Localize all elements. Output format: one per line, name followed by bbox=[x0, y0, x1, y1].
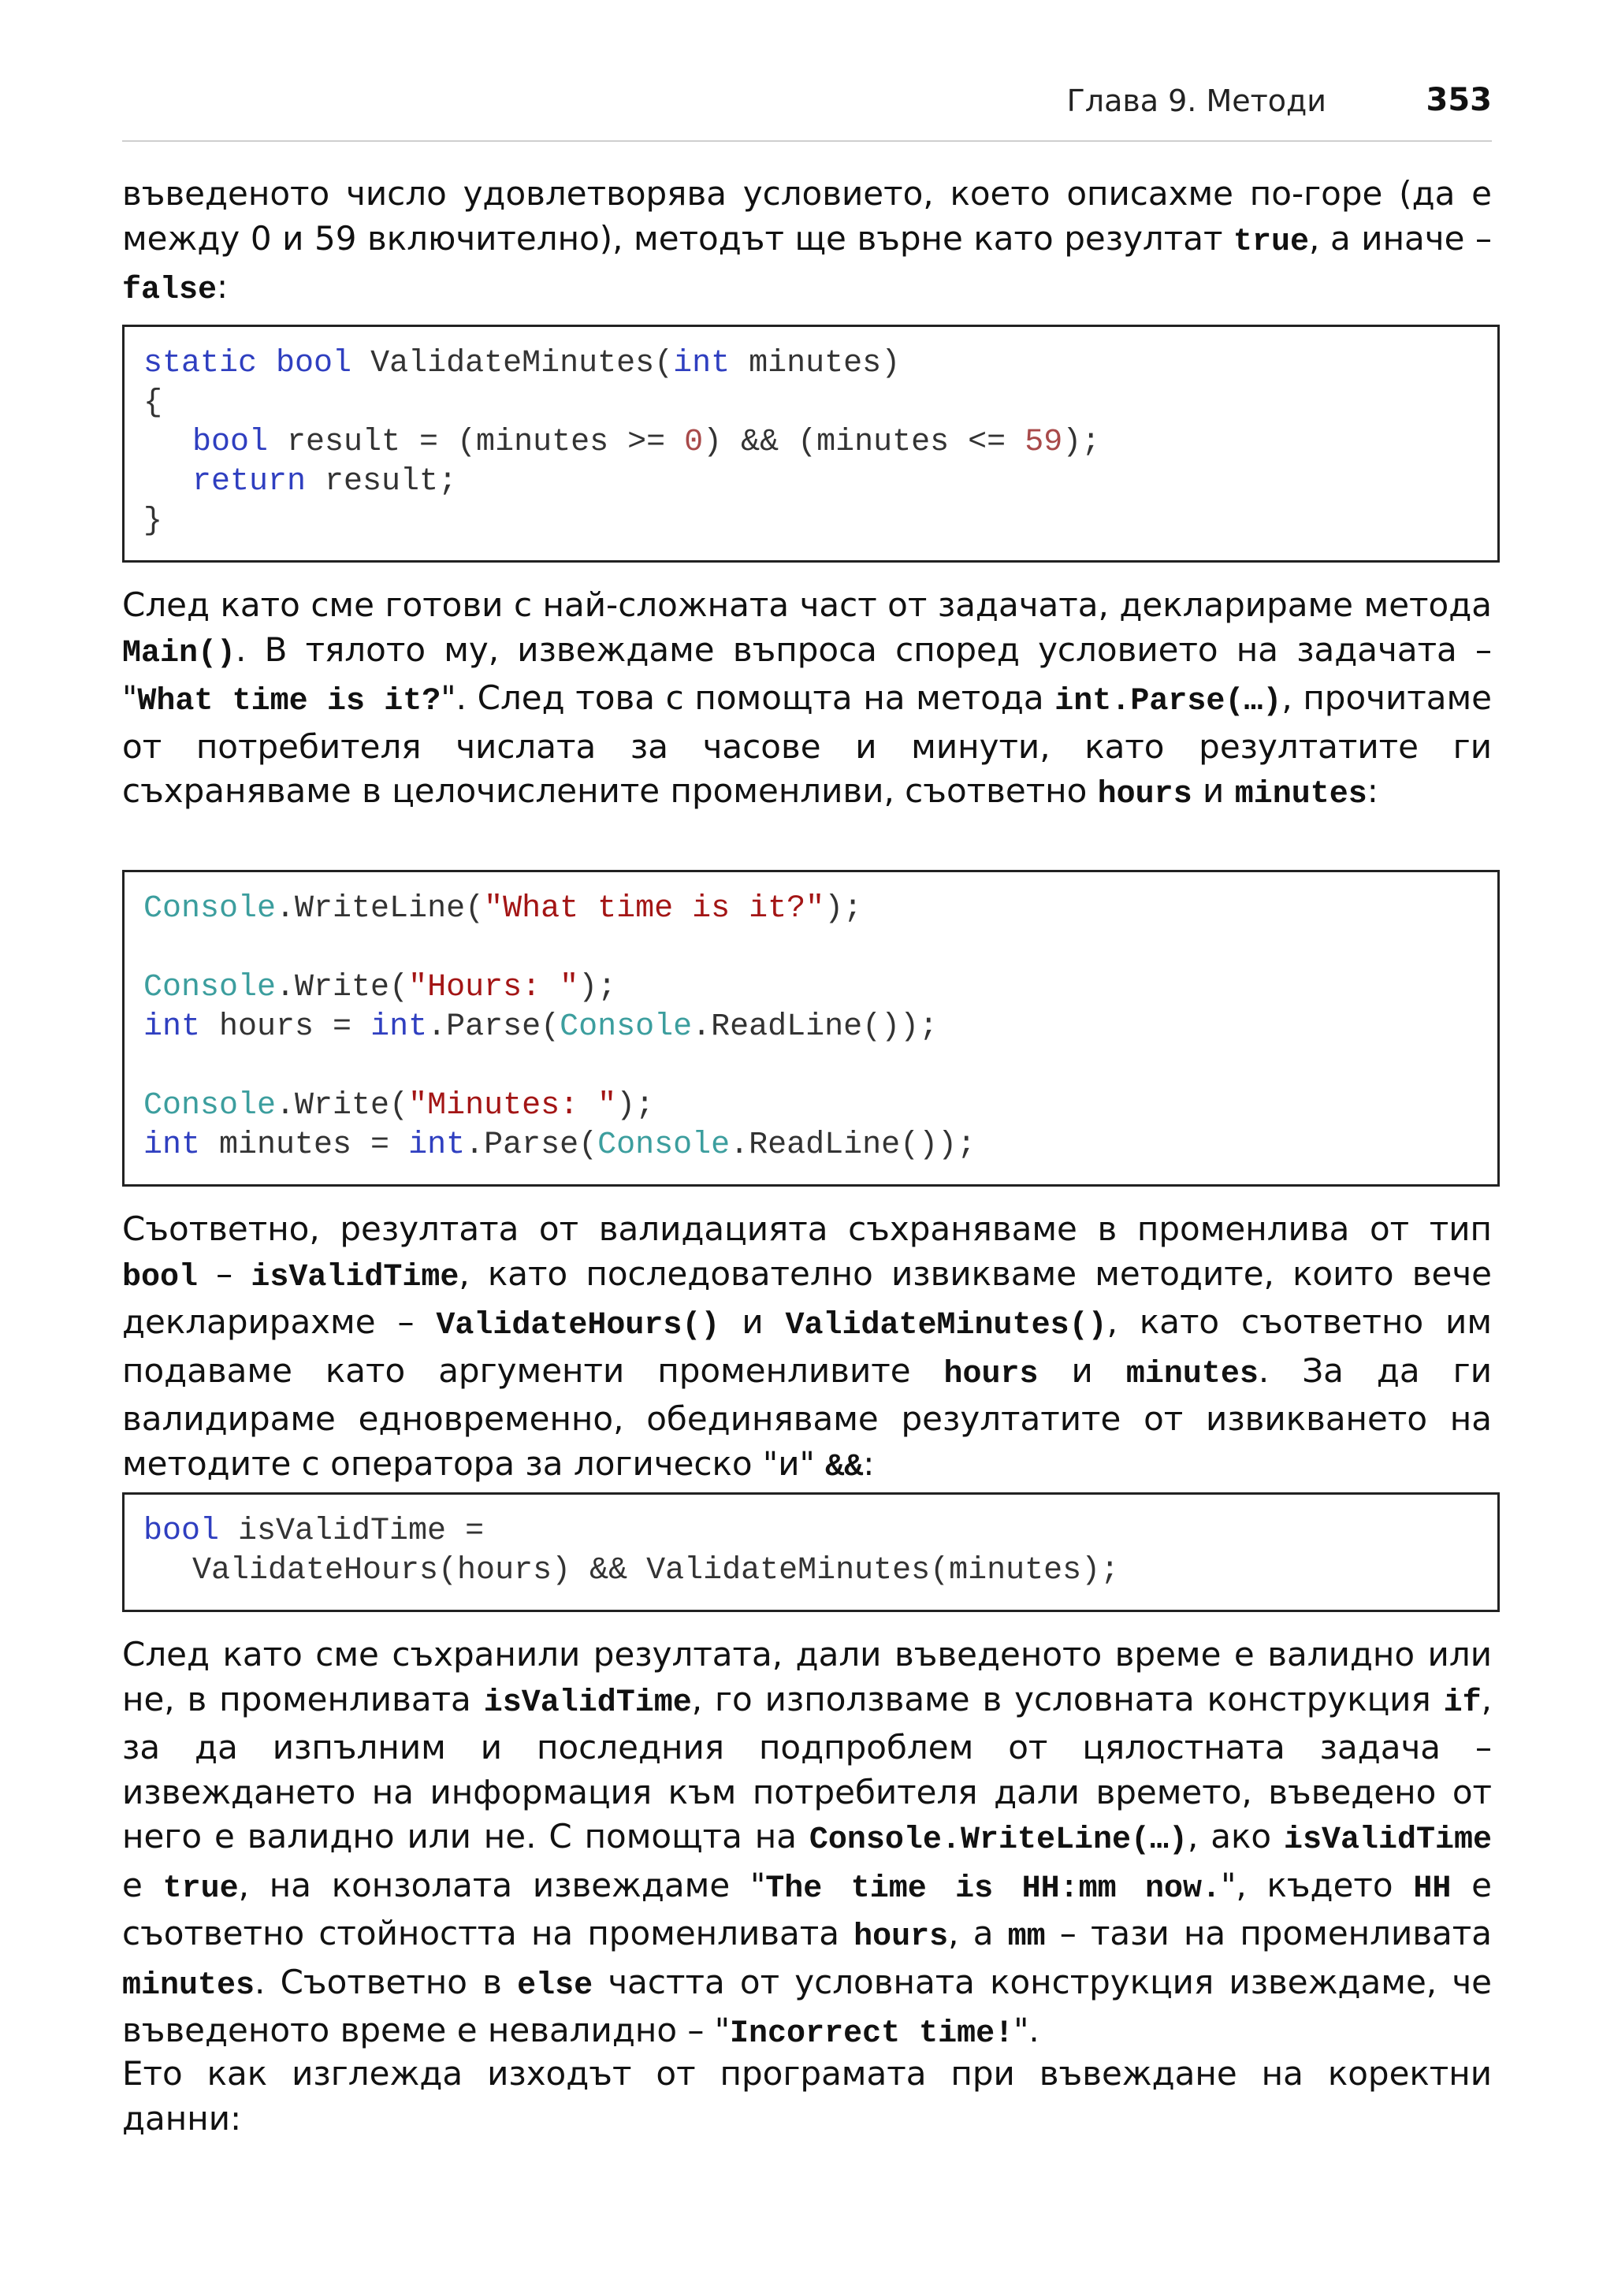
code-text: ); bbox=[824, 891, 863, 927]
inline-code: else bbox=[517, 1967, 593, 2004]
text: , прочитаме от потребителя числата за часове и минути, като резултатите ги съхраняваме в целочислените променливи, съответно bbox=[122, 678, 1493, 810]
inline-code: true bbox=[1233, 224, 1310, 260]
text: въведеното число удовлетворява условието, което описахме по-горе (да е между 0 и 59 включително), методът ще върне като резултат bbox=[122, 174, 1492, 258]
text: : bbox=[217, 267, 229, 306]
paragraph-3 bbox=[122, 1207, 1492, 1490]
code-line bbox=[143, 463, 1478, 502]
inline-code: Incorrect time! bbox=[730, 2016, 1014, 2052]
keyword: int bbox=[143, 1128, 201, 1163]
code-text: .Parse( bbox=[465, 1128, 598, 1163]
keyword: bool bbox=[192, 425, 269, 460]
code-text: minutes) bbox=[730, 346, 901, 381]
code-text: isValidTime = bbox=[219, 1514, 485, 1549]
text: Ето как изглежда изходът от програмата при въвеждане на коректни данни: bbox=[122, 2054, 1492, 2138]
text: – тази на променливата bbox=[1045, 1914, 1492, 1952]
code-text: .ReadLine()); bbox=[692, 1009, 939, 1045]
code-text: result = (minutes >= bbox=[268, 425, 685, 460]
code-line bbox=[143, 423, 1478, 463]
code-line bbox=[143, 1008, 1478, 1047]
paragraph-4 bbox=[122, 1633, 1492, 2057]
class-name: Console bbox=[560, 1009, 693, 1045]
inline-code: What time is it? bbox=[137, 684, 441, 719]
inline-code: bool bbox=[122, 1259, 199, 1295]
inline-code: hours bbox=[943, 1356, 1039, 1392]
inline-code: if bbox=[1443, 1685, 1482, 1721]
page-header bbox=[122, 79, 1492, 142]
text: , ако bbox=[1187, 1817, 1284, 1856]
inline-code: minutes bbox=[1234, 777, 1367, 812]
code-text: ); bbox=[616, 1088, 655, 1124]
inline-code: The time is HH:mm now. bbox=[765, 1871, 1222, 1907]
code-text: ValidateMinutes( bbox=[351, 346, 674, 381]
chapter-title: Глава 9. Методи bbox=[1066, 84, 1326, 118]
text: ". bbox=[1013, 2011, 1039, 2049]
text: е съответно стойността на променливата bbox=[122, 1865, 1492, 1952]
inline-code: true bbox=[162, 1871, 239, 1907]
paragraph-5 bbox=[122, 2052, 1492, 2141]
code-text: hours = bbox=[200, 1009, 371, 1045]
text: Съответно, резултата от валидацията съхраняваме в променлива от тип bbox=[122, 1209, 1492, 1248]
text: : bbox=[863, 1443, 875, 1483]
code-line-blank bbox=[143, 929, 1478, 968]
code-text: .Write( bbox=[276, 970, 409, 1005]
code-text: .Write( bbox=[276, 1088, 409, 1124]
code-text: .ReadLine()); bbox=[730, 1128, 976, 1163]
class-name: Console bbox=[143, 891, 277, 927]
paragraph-2 bbox=[122, 583, 1492, 818]
text: ". След това с помощта на метода bbox=[441, 678, 1055, 717]
text: , а иначе – bbox=[1309, 218, 1492, 258]
code-line bbox=[143, 344, 1478, 384]
inline-code: false bbox=[122, 273, 218, 308]
text: : bbox=[1367, 771, 1378, 810]
text: ", където bbox=[1221, 1865, 1414, 1904]
text: . Съответно в bbox=[255, 1962, 518, 2001]
text: , като съответно им подаваме като аргументи променливите bbox=[122, 1302, 1493, 1390]
string-literal: "What time is it?" bbox=[484, 891, 825, 927]
inline-code: HH bbox=[1413, 1871, 1452, 1907]
text: и bbox=[1192, 771, 1235, 810]
string-literal: "Hours: " bbox=[408, 970, 579, 1005]
text: След като сме съхранили резултата, дали въведеното време е валидно или не, в променливата bbox=[122, 1635, 1492, 1718]
code-text: .WriteLine( bbox=[276, 891, 485, 927]
text: и bbox=[720, 1302, 786, 1341]
inline-code: hours bbox=[1097, 777, 1192, 812]
inline-code: && bbox=[825, 1449, 864, 1485]
code-line-blank bbox=[143, 1047, 1478, 1087]
code-line: } bbox=[143, 503, 163, 539]
code-line bbox=[143, 968, 1478, 1008]
text: . За да ги валидираме едновременно, обединяваме резултатите от извикването на методите с оператора за логическо "и" bbox=[122, 1350, 1492, 1483]
keyword: bool bbox=[143, 1514, 220, 1549]
text: , за да изпълним и последния подпроблем от цялостната задача – извеждането на информация към потребителя дали времето, въведено от него е валидно или не. С помощта на bbox=[122, 1679, 1492, 1856]
inline-code: ValidateHours() bbox=[436, 1308, 720, 1343]
class-name: Console bbox=[597, 1128, 731, 1163]
paragraph-1 bbox=[122, 172, 1492, 314]
string-literal: "Minutes: " bbox=[408, 1088, 617, 1124]
inline-code: isValidTime bbox=[251, 1259, 459, 1295]
text: – bbox=[198, 1254, 251, 1293]
code-text: result; bbox=[306, 464, 458, 500]
inline-code: isValidTime bbox=[1283, 1822, 1492, 1858]
text: и bbox=[1038, 1350, 1126, 1390]
code-block-read-input bbox=[122, 870, 1500, 1187]
code-line bbox=[143, 1087, 1478, 1126]
code-text: .Parse( bbox=[427, 1009, 560, 1045]
inline-code: Main() bbox=[122, 635, 236, 671]
code-line: { bbox=[143, 385, 163, 421]
code-block-is-valid-time bbox=[122, 1492, 1500, 1612]
code-line bbox=[143, 1126, 1478, 1165]
number-literal: 59 bbox=[1025, 425, 1063, 460]
number-literal: 0 bbox=[684, 425, 704, 460]
keyword: int bbox=[408, 1128, 466, 1163]
keyword: int bbox=[143, 1009, 201, 1045]
keyword: bool bbox=[276, 346, 352, 381]
inline-code: mm bbox=[1007, 1919, 1046, 1955]
inline-code: int.Parse(…) bbox=[1054, 684, 1282, 719]
code-text bbox=[257, 346, 276, 381]
code-line bbox=[143, 1512, 1478, 1551]
code-text: ) && (minutes <= bbox=[703, 425, 1025, 460]
inline-code: minutes bbox=[122, 1967, 255, 2004]
text: , на конзолата извеждаме " bbox=[238, 1865, 766, 1904]
keyword: int bbox=[673, 346, 731, 381]
code-text: ValidateHours(hours) && ValidateMinutes(minutes); bbox=[192, 1553, 1120, 1588]
code-text: ); bbox=[1062, 425, 1101, 460]
keyword: return bbox=[192, 464, 307, 500]
inline-code: Console.WriteLine(…) bbox=[809, 1822, 1188, 1858]
text: , а bbox=[948, 1914, 1008, 1952]
inline-code: isValidTime bbox=[483, 1685, 692, 1721]
code-text: ); bbox=[578, 970, 617, 1005]
code-line bbox=[143, 890, 1478, 929]
inline-code: ValidateMinutes() bbox=[785, 1308, 1107, 1343]
inline-code: hours bbox=[853, 1919, 949, 1955]
code-block-validate-minutes bbox=[122, 325, 1500, 563]
keyword: static bbox=[143, 346, 258, 381]
class-name: Console bbox=[143, 970, 277, 1005]
text: , го използваме в условната конструкция bbox=[691, 1679, 1444, 1718]
text: , като последователно извикваме методите, които вече декларирахме – bbox=[122, 1254, 1492, 1341]
class-name: Console bbox=[143, 1088, 277, 1124]
inline-code: minutes bbox=[1125, 1356, 1259, 1392]
code-line bbox=[143, 1551, 1478, 1591]
page-number: 353 bbox=[1426, 82, 1492, 118]
text: . В тялото му, извеждаме въпроса според условието на задачата – " bbox=[122, 630, 1492, 717]
code-text: minutes = bbox=[200, 1128, 409, 1163]
text: След като сме готови с най-сложната част от задачата, декларираме метода bbox=[122, 585, 1492, 624]
keyword: int bbox=[370, 1009, 428, 1045]
text: частта от условната конструкция извеждаме, че въведеното време е невалидно – " bbox=[122, 1962, 1492, 2049]
text: е bbox=[122, 1865, 163, 1904]
